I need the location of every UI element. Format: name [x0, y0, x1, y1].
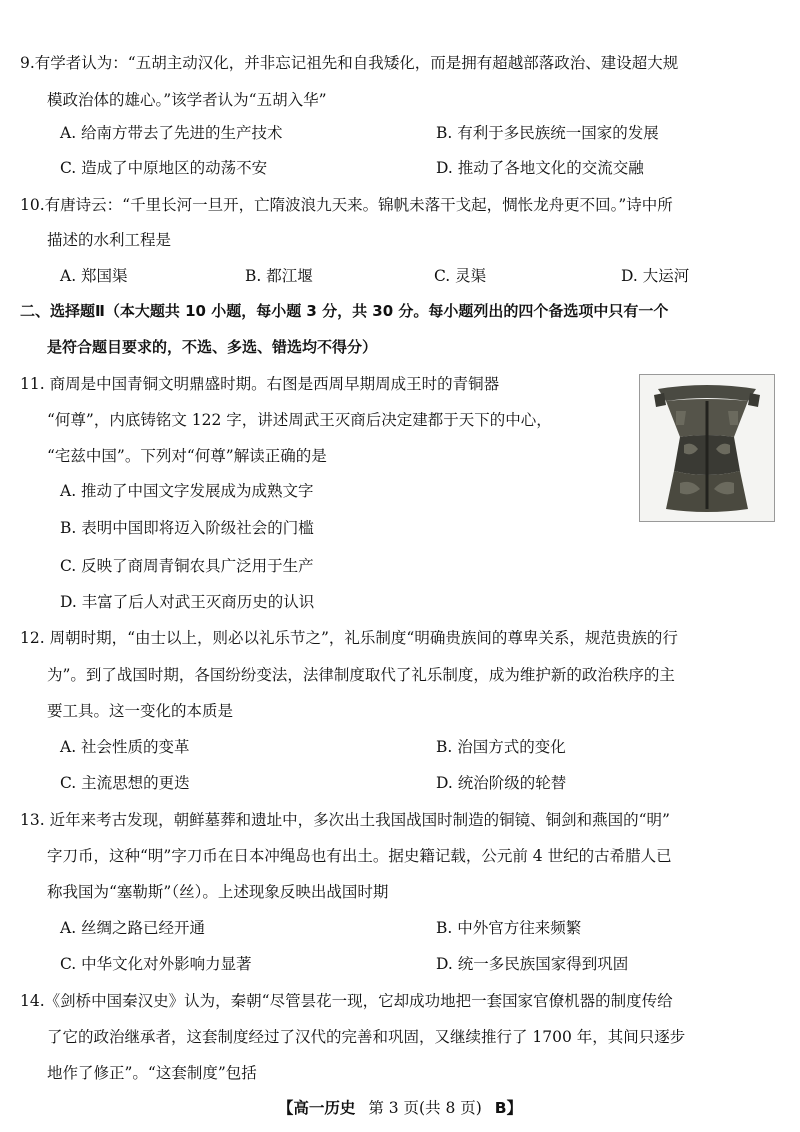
footer-page-number: 第 3 页(共 8 页)	[368, 1099, 482, 1117]
footer-subject: 【高一历史	[277, 1099, 356, 1117]
q14-stem-line2: 了它的政治继承者，这套制度经过了汉代的完善和巩固，又继续推行了 1700 年，其间只逐步	[47, 1028, 686, 1046]
q12-stem-line2: 为”。到了战国时期，各国纷纷变法，法律制度取代了礼乐制度，成为维护新的政治秩序的主	[47, 666, 675, 684]
q12-stem-line3: 要工具。这一变化的本质是	[47, 702, 234, 720]
bronze-vessel-icon	[640, 375, 774, 521]
q12-option-a: A. 社会性质的变革	[60, 738, 190, 756]
q13-option-c: C. 中华文化对外影响力显著	[60, 955, 252, 973]
q11-stem-line1: 11. 商周是中国青铜文明鼎盛时期。右图是西周早期周成王时的青铜器	[20, 375, 500, 393]
q13-stem-line3: 称我国为“塞勒斯”（丝）。上述现象反映出战国时期	[47, 883, 389, 901]
q12-option-b: B. 治国方式的变化	[436, 738, 566, 756]
q9-option-d: D. 推动了各地文化的交流交融	[436, 159, 644, 177]
q14-stem-line1: 14.《剑桥中国秦汉史》认为，秦朝“尽管昙花一现，它却成功地把一套国家官僚机器的制度传给	[20, 992, 673, 1010]
q9-option-b: B. 有利于多民族统一国家的发展	[436, 124, 659, 142]
q12-option-d: D. 统治阶级的轮替	[436, 774, 567, 792]
q11-option-d: D. 丰富了后人对武王灭商历史的认识	[60, 593, 315, 611]
he-zun-photo	[639, 374, 775, 522]
section2-heading-line2: 是符合题目要求的，不选、多选、错选均不得分）	[47, 338, 378, 356]
q9-stem-line2: 模政治体的雄心。”该学者认为“五胡入华”	[47, 91, 327, 109]
q13-option-a: A. 丝绸之路已经开通	[60, 919, 206, 937]
q13-stem-line2: 字刀币，这种“明”字刀币在日本冲绳岛也有出土。据史籍记载，公元前 4 世纪的古希腊人已	[47, 847, 672, 865]
q11-option-a: A. 推动了中国文字发展成为成熟文字	[60, 482, 314, 500]
q11-stem-line3: “宅兹中国”。下列对“何尊”解读正确的是	[47, 447, 327, 465]
q9-stem-line1: 9.有学者认为：“五胡主动汉化，并非忘记祖先和自我矮化，而是拥有超越部落政治、建设超大规	[20, 54, 679, 72]
q14-stem-line3: 地作了修正”。“这套制度”包括	[47, 1064, 257, 1082]
q10-option-d: D. 大运河	[621, 267, 690, 285]
q10-option-a: A. 郑国渠	[60, 267, 128, 285]
q9-option-a: A. 给南方带去了先进的生产技术	[60, 124, 283, 142]
q13-option-d: D. 统一多民族国家得到巩固	[436, 955, 629, 973]
q13-stem-line1: 13. 近年来考古发现，朝鲜墓葬和遗址中，多次出土我国战国时制造的铜镜、铜剑和燕国的“明”	[20, 811, 670, 829]
q12-option-c: C. 主流思想的更迭	[60, 774, 190, 792]
q10-stem-line2: 描述的水利工程是	[47, 231, 172, 249]
section2-heading-line1: 二、选择题Ⅱ（本大题共 10 小题，每小题 3 分，共 30 分。每小题列出的四个备选项中只有一个	[20, 302, 669, 320]
q10-stem-line1: 10.有唐诗云：“千里长河一旦开，亡隋波浪九天来。锦帆未落干戈起，惆怅龙舟更不回。”诗中所	[20, 196, 673, 214]
footer-version: B】	[494, 1099, 523, 1117]
q9-option-c: C. 造成了中原地区的动荡不安	[60, 159, 268, 177]
q11-option-c: C. 反映了商周青铜农具广泛用于生产	[60, 557, 314, 575]
q12-stem-line1: 12. 周朝时期，“由士以上，则必以礼乐节之”，礼乐制度“明确贵族间的尊卑关系，规范贵族的行	[20, 629, 678, 647]
page-footer	[0, 1098, 800, 1118]
q13-option-b: B. 中外官方往来频繁	[436, 919, 582, 937]
q11-stem-line2: “何尊”，内底铸铭文 122 字，讲述周武王灭商后决定建都于天下的中心，	[47, 411, 552, 429]
q10-option-c: C. 灵渠	[434, 267, 487, 285]
q10-option-b: B. 都江堰	[245, 267, 313, 285]
q11-option-b: B. 表明中国即将迈入阶级社会的门槛	[60, 519, 314, 537]
